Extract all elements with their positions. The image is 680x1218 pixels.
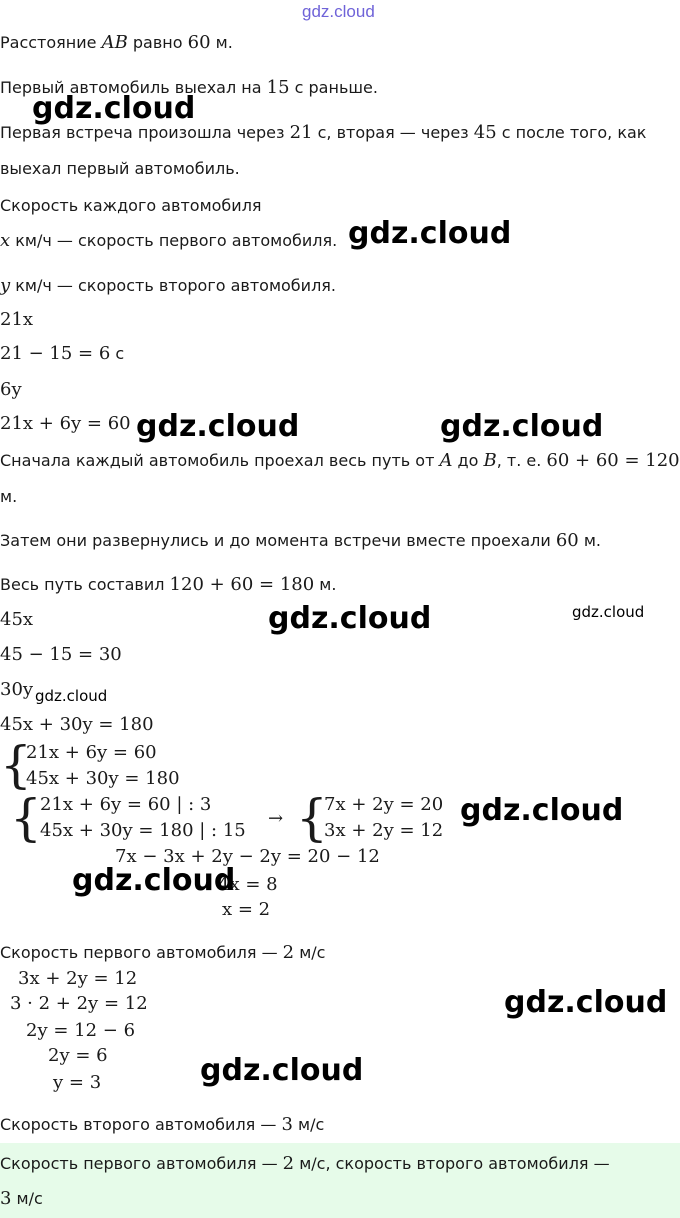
answer-box <box>0 1143 680 1218</box>
step-total-path <box>0 574 336 596</box>
math: y <box>0 275 11 296</box>
answer-line2 <box>0 1188 43 1210</box>
text: Скорость второго автомобиля — <box>0 1115 282 1134</box>
step-second-trip <box>0 530 601 552</box>
text: Сначала каждый автомобиль проехал весь путь от <box>0 451 440 470</box>
watermark-top: gdz.cloud <box>302 2 375 21</box>
text: до <box>452 451 484 470</box>
watermark: gdz.cloud <box>136 409 300 444</box>
var-y-def <box>0 275 336 297</box>
solve-step3: x = 2 <box>222 899 271 920</box>
system-brace: { <box>10 789 42 847</box>
speed-heading: Скорость каждого автомобиля <box>0 196 262 215</box>
text: м. <box>210 33 233 52</box>
text: с <box>110 344 125 363</box>
system3-row1: 7x + 2y = 20 <box>324 794 444 815</box>
condition-distance <box>0 32 233 54</box>
text: м/с <box>294 943 326 962</box>
text: с раньше. <box>289 78 378 97</box>
text: км/ч — скорость первого автомобиля. <box>10 231 338 250</box>
watermark: gdz.cloud <box>268 601 432 636</box>
sub-step2: 3 · 2 + 2y = 12 <box>10 993 148 1014</box>
text: равно <box>127 33 188 52</box>
system-brace: { <box>0 736 32 794</box>
math: 45 <box>473 122 497 143</box>
formula-6y: 6y <box>0 379 22 400</box>
math: 3 <box>281 1114 293 1135</box>
math: AB <box>101 32 128 53</box>
step-first-trip <box>0 450 680 472</box>
math: x <box>0 230 11 251</box>
text: м. <box>314 575 337 594</box>
sub-step1: 3x + 2y = 12 <box>18 968 138 989</box>
math: 21 − 15 = 6 <box>0 343 111 364</box>
watermark: gdz.cloud <box>460 793 624 828</box>
math: 2 <box>282 1153 295 1174</box>
system1-row1: 21x + 6y = 60 <box>26 742 157 763</box>
formula-time-diff-2: 45 − 15 = 30 <box>0 644 122 665</box>
text: м. <box>578 531 602 550</box>
formula-time-diff <box>0 343 124 365</box>
text: км/ч — скорость второго автомобиля. <box>10 276 337 295</box>
math: A <box>439 450 453 471</box>
text: Затем они развернулись и до момента встречи вместе проехали <box>0 531 556 550</box>
system1-row2: 45x + 30y = 180 <box>26 768 180 789</box>
math: B <box>483 450 497 471</box>
math: 60 <box>555 530 579 551</box>
solve-step2: 4x = 8 <box>218 874 278 895</box>
system2-row2: 45x + 30y = 180 | : 15 <box>40 820 246 841</box>
solve-step1: 7x − 3x + 2y − 2y = 20 − 12 <box>115 846 380 867</box>
text: с после того, как <box>496 123 647 142</box>
text: Скорость первого автомобиля — <box>0 1154 283 1173</box>
math: 3 <box>0 1188 12 1209</box>
watermark: gdz.cloud <box>440 409 604 444</box>
arrow-icon: → <box>268 808 284 829</box>
text: м/с, скорость второго автомобиля — <box>294 1154 610 1173</box>
sub-step3: 2y = 12 − 6 <box>26 1020 136 1041</box>
formula-30y: 30y <box>0 679 34 700</box>
watermark: gdz.cloud <box>72 863 236 898</box>
equation-second-meeting: 45x + 30y = 180 <box>0 714 154 735</box>
watermark: gdz.cloud <box>200 1053 364 1088</box>
text: Весь путь составил <box>0 575 170 594</box>
text: , т. е. <box>496 451 547 470</box>
sub-step5: y = 3 <box>53 1072 102 1093</box>
answer-line1 <box>0 1153 610 1175</box>
formula-21x: 21x <box>0 309 34 330</box>
text: Первая встреча произошла через <box>0 123 290 142</box>
math: 21 <box>289 122 313 143</box>
text: м/с <box>11 1189 43 1208</box>
system3-row2: 3x + 2y = 12 <box>324 820 444 841</box>
math: 60 <box>187 32 211 53</box>
math: 60 + 60 = 120 <box>546 450 680 471</box>
math: 120 + 60 = 180 <box>169 574 315 595</box>
text: Расстояние <box>0 33 102 52</box>
sub-step4: 2y = 6 <box>48 1045 108 1066</box>
watermark: gdz.cloud <box>35 687 108 705</box>
watermark: gdz.cloud <box>32 91 196 126</box>
math: 15 <box>266 77 290 98</box>
watermark: gdz.cloud <box>504 985 668 1020</box>
step-first-trip-unit: м. <box>0 487 18 506</box>
text: с, вторая — через <box>312 123 474 142</box>
speed-second-result <box>0 1114 324 1136</box>
speed-first-result <box>0 942 325 964</box>
formula-45x: 45x <box>0 609 34 630</box>
math: 2 <box>282 942 295 963</box>
watermark: gdz.cloud <box>572 603 645 621</box>
system-brace: { <box>296 789 328 847</box>
condition-meetings-cont: выехал первый автомобиль. <box>0 159 240 178</box>
text: м/с <box>292 1115 325 1134</box>
equation-first-meeting: 21x + 6y = 60 <box>0 413 131 434</box>
system2-row1: 21x + 6y = 60 | : 3 <box>40 794 212 815</box>
text: Скорость первого автомобиля — <box>0 943 283 962</box>
watermark: gdz.cloud <box>348 216 512 251</box>
var-x-def <box>0 230 337 252</box>
text: Первый автомобиль выехал на <box>0 78 267 97</box>
